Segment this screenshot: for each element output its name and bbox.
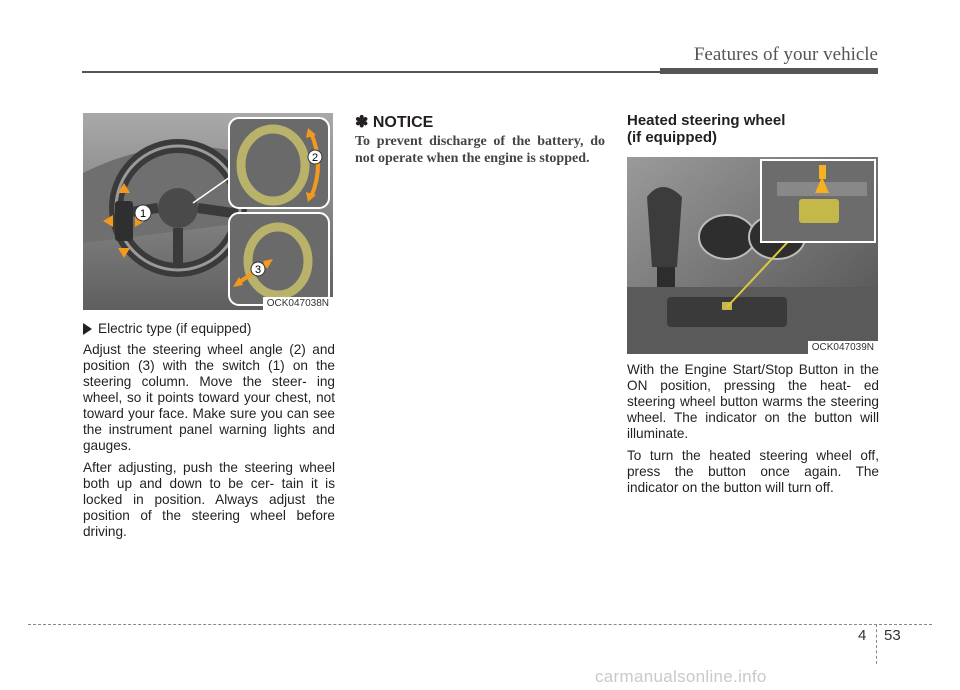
chapter-number: 4 xyxy=(858,627,867,644)
paragraph: With the Engine Start/Stop Button in the ON position, pressing the heat- ed steering wheel button warms the steering wheel. The indicator on the button will illuminate. xyxy=(627,362,879,441)
caption-triangle-icon xyxy=(83,323,92,335)
notice-title: ✽ NOTICE xyxy=(355,114,434,131)
section-header-title: Features of your vehicle xyxy=(693,44,878,65)
paragraph: To turn the heated steering wheel off, press the button once again. The indicator on the button will turn off. xyxy=(627,448,879,495)
title-line: (if equipped) xyxy=(627,129,717,146)
heated-steering-figure xyxy=(627,157,878,354)
title-line: Heated steering wheel xyxy=(627,112,786,129)
callout-3: 3 xyxy=(255,264,262,276)
header-rule xyxy=(82,71,660,73)
watermark: carmanualsonline.info xyxy=(595,667,767,686)
header-rule-accent xyxy=(660,68,878,74)
heated-steering-title xyxy=(627,112,877,146)
left-body-text xyxy=(83,342,335,546)
figure-code: OCK047039N xyxy=(808,341,878,354)
paragraph: After adjusting, push the steering wheel both up and down to be cer- tain it is locked in position. Always adjust the position of the steering wheel before driving. xyxy=(83,460,335,539)
caption-text: Electric type (if equipped) xyxy=(98,321,252,336)
figure-code: OCK047038N xyxy=(263,297,333,310)
right-body-text xyxy=(627,362,879,502)
footer-rule xyxy=(28,624,932,625)
heated-steering-illustration xyxy=(627,157,878,354)
callout-2: 2 xyxy=(312,152,319,164)
steering-adjust-figure xyxy=(83,113,333,310)
paragraph: Adjust the steering wheel angle (2) and position (3) with the switch (1) on the steering column. Move the steer- ing wheel, so it points toward your chest, not toward your face. Make sure you can see the instrument panel warning lights and gauges. xyxy=(83,342,335,453)
steering-adjust-illustration xyxy=(83,113,333,310)
notice-body: To prevent discharge of the battery, do not operate when the engine is stopped. xyxy=(355,134,605,166)
footer-divider xyxy=(876,624,877,664)
callout-1: 1 xyxy=(140,208,147,220)
page-number: 53 xyxy=(884,627,901,644)
figure-caption xyxy=(83,321,251,336)
